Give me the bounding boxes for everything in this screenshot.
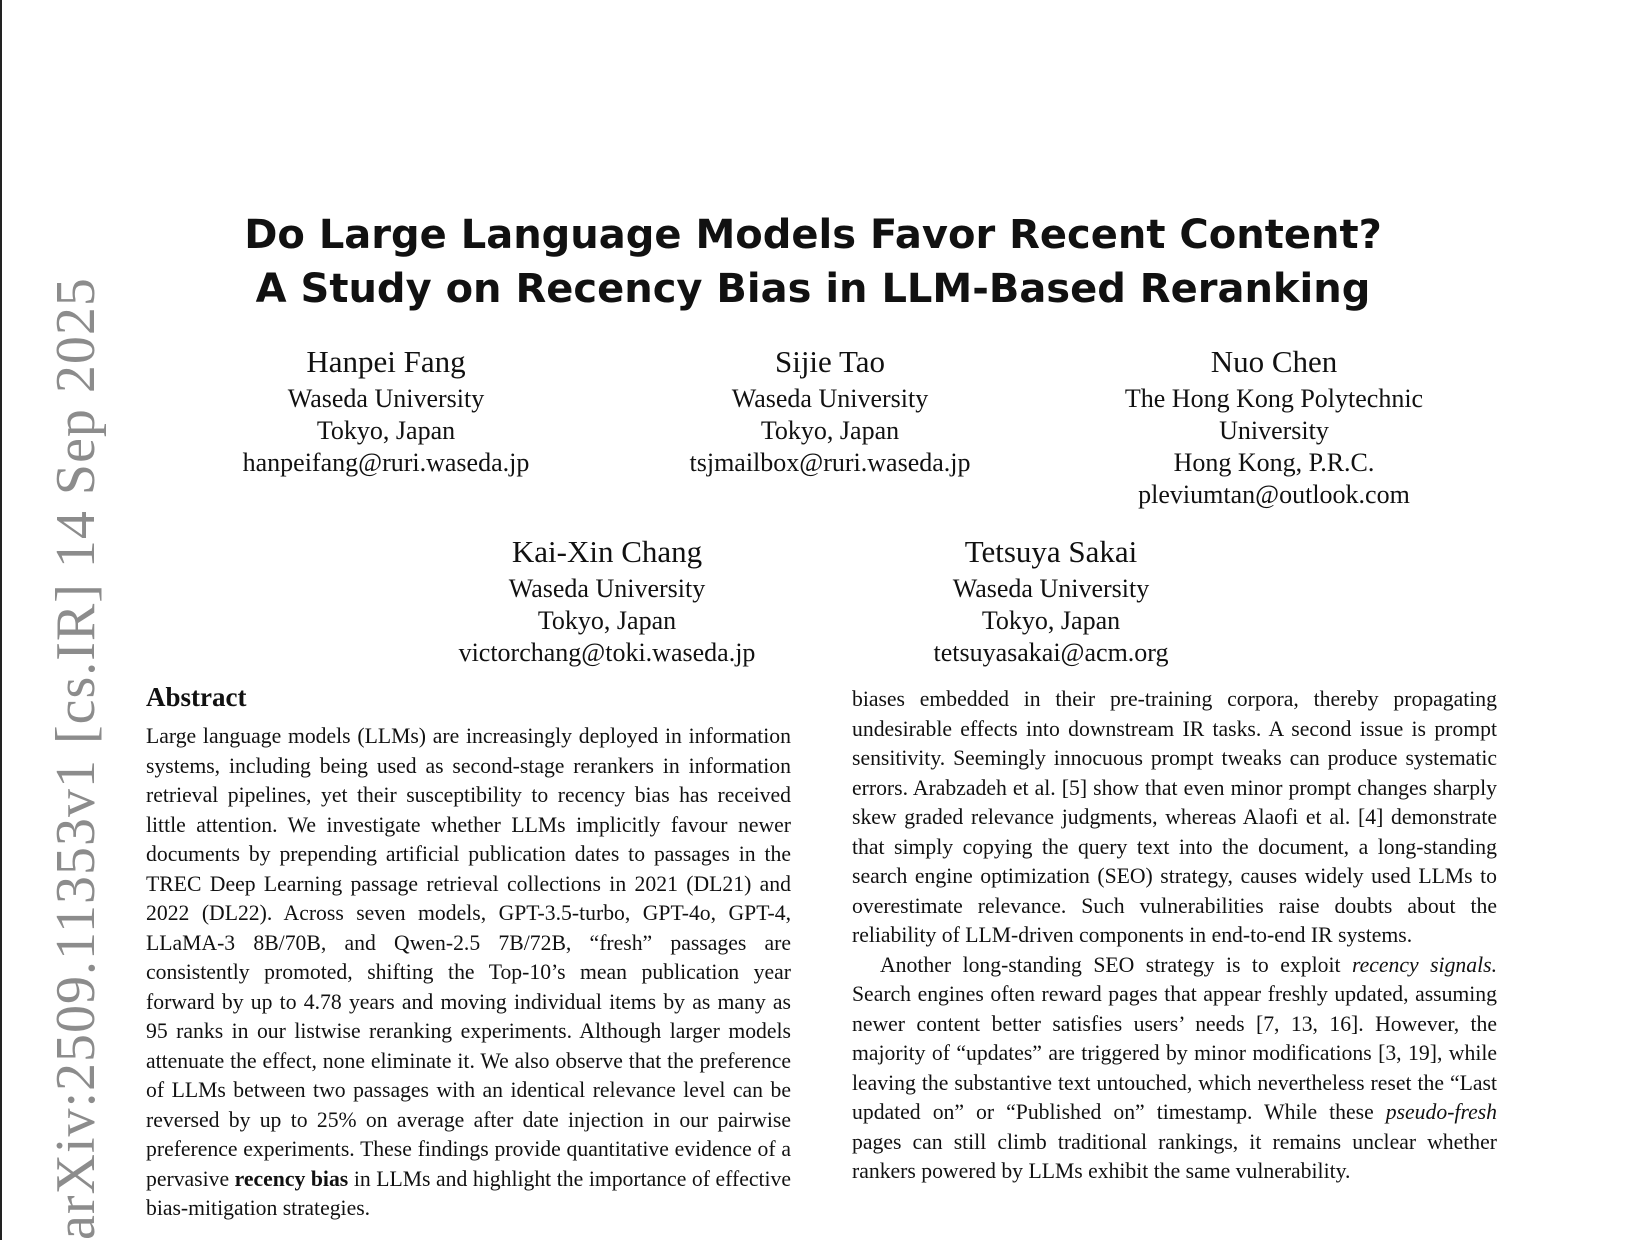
author-email: victorchang@toki.waseda.jp	[458, 638, 756, 667]
author-email: pleviumtan@outlook.com	[1138, 480, 1410, 509]
author-affiliation: Waseda University	[952, 574, 1150, 603]
author-affiliation: The Hong Kong Polytechnic	[1124, 384, 1424, 413]
abstract-bold-term: recency bias	[234, 1166, 349, 1191]
author-block-hanpei-fang	[176, 342, 596, 479]
author-location: Tokyo, Japan	[537, 606, 677, 635]
author-email: tsjmailbox@ruri.waseda.jp	[689, 448, 971, 477]
author-location: Tokyo, Japan	[316, 416, 456, 445]
author-name: Nuo Chen	[1210, 344, 1338, 379]
abstract-paragraph	[146, 722, 791, 1224]
right-column-paragraph-2	[852, 951, 1497, 1187]
page-left-edge-rule	[0, 0, 2, 1240]
author-location: Tokyo, Japan	[760, 416, 900, 445]
abstract-heading: Abstract	[146, 682, 247, 712]
author-affiliation: Waseda University	[508, 574, 706, 603]
author-location: Hong Kong, P.R.C.	[1173, 448, 1375, 477]
abstract-text-part-2: in LLMs and highlight the importance of effective bias-mitigation strategies.	[146, 1166, 792, 1220]
abstract-text-part-1: Large language models (LLMs) are increasingly deployed in information systems, including being used as second-stage rerankers in information retrieval pipelines, yet their susceptibility to recency bias has received little attention. We investigate whether LLMs implicitly favour newer documents by prepending artificial publication dates to passages in the TREC Deep Learning passage retrieval collections in 2021 (DL21) and 2022 (DL22). Across seven models, GPT-3.5-turbo, GPT-4o, GPT-4, LLaMA-3 8B/70B, and Qwen-2.5 7B/72B, “fresh” passages are consistently promoted, shifting the Top-10’s mean publication year forward by up to 4.78 years and moving individual items by as many as 95 ranks in our listwise reranking experiments. Although larger models attenuate the effect, none eliminate it. We also observe that the preference of LLMs between two passages with an identical relevance level can be reversed by up to 25% on average after date injection in our pairwise preference experiments. These findings provide quantitative evidence of a pervasive	[146, 724, 791, 1191]
author-name: Tetsuya Sakai	[964, 534, 1138, 569]
paragraph-2-italic-recency: recency signals.	[1352, 952, 1498, 977]
paper-title-line-2: A Study on Recency Bias in LLM-Based Reranking	[255, 266, 1371, 312]
author-name: Kai-Xin Chang	[511, 534, 703, 569]
author-email: tetsuyasakai@acm.org	[933, 638, 1169, 667]
right-column-body	[852, 685, 1497, 1187]
author-affiliation: Waseda University	[287, 384, 485, 413]
arxiv-identifier-stamp: arXiv:2509.11353v1 [cs.IR] 14 Sep 2025	[45, 277, 107, 1240]
author-block-kai-xin-chang	[397, 532, 817, 669]
right-column-paragraph-1: biases embedded in their pre-training corpora, thereby propagating undesirable effects into downstream IR tasks. A second issue is prompt sensitivity. Seemingly innocuous prompt tweaks can produce systematic errors. Arabzadeh et al. [5] show that even minor prompt changes sharply skew graded relevance judgments, whereas Alaofi et al. [4] demonstrate that simply copying the query text into the document, a long-standing search engine optimization (SEO) strategy, causes widely used LLMs to overestimate relevance. Such vulnerabilities raise doubts about the reliability of LLM-driven components in end-to-end IR systems.	[852, 687, 1497, 947]
paragraph-2-text-c: pages can still climb traditional rankings, it remains unclear whether rankers powered by LLMs exhibit the same vulnerability.	[852, 1129, 1497, 1183]
paper-title	[0, 208, 1626, 316]
paragraph-2-italic-pseudo-fresh: pseudo-fresh	[1385, 1100, 1497, 1124]
author-name: Hanpei Fang	[306, 344, 466, 379]
author-affiliation: Waseda University	[731, 384, 929, 413]
abstract-body	[146, 722, 791, 1224]
author-name: Sijie Tao	[774, 344, 886, 379]
paragraph-2-text-a: Another long-standing SEO strategy is to exploit	[880, 952, 1341, 977]
author-email: hanpeifang@ruri.waseda.jp	[242, 448, 530, 477]
paper-title-line-1: Do Large Language Models Favor Recent Content?	[244, 212, 1382, 258]
author-affiliation-line-2: University	[1219, 416, 1329, 445]
paragraph-2-text-b: Search engines often reward pages that appear freshly updated, assuming newer content better satisfies users’ needs [7, 13, 16]. However, the majority of “updates” are triggered by minor modifications [3, 19], while leaving the substantive text untouched, which nevertheless reset the “Last updated on” or “Published on” timestamp. While these	[852, 982, 1497, 1124]
author-block-tetsuya-sakai	[841, 532, 1261, 669]
author-block-sijie-tao	[620, 342, 1040, 479]
author-location: Tokyo, Japan	[981, 606, 1121, 635]
author-block-nuo-chen	[1064, 342, 1484, 511]
